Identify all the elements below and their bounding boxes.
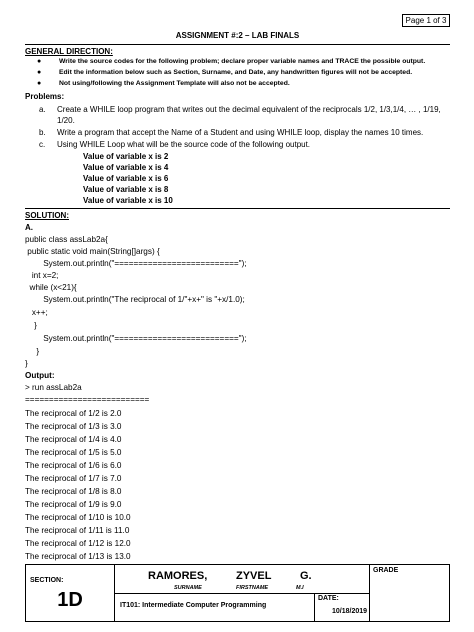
- problem-a-text-continued: 1/20.: [57, 116, 75, 125]
- student-info-box: [25, 564, 450, 622]
- code-line: while (x<21){: [25, 283, 77, 292]
- output-line: The reciprocal of 1/10 is 10.0: [25, 513, 131, 522]
- code-line: }: [25, 321, 37, 330]
- code-line: System.out.println("==========================");: [25, 334, 247, 343]
- expected-output-line: Value of variable x is 2: [83, 152, 169, 161]
- output-heading: Output:: [25, 371, 55, 380]
- code-line: }: [25, 359, 28, 368]
- divider: [25, 208, 450, 209]
- document-title: ASSIGNMENT #:2 – LAB FINALS: [175, 31, 300, 40]
- output-line: The reciprocal of 1/11 is 11.0: [25, 526, 130, 535]
- bullet-icon: ●: [37, 58, 42, 65]
- grade-label: GRADE: [373, 567, 399, 574]
- direction-item: Not using/following the Assignment Template will also not be accepted.: [59, 80, 290, 87]
- mi-caption: M.I: [296, 585, 304, 591]
- code-line: int x=2;: [25, 271, 59, 280]
- problems-heading: Problems:: [25, 92, 65, 101]
- surname-caption: SURNAME: [174, 585, 202, 591]
- output-line: The reciprocal of 1/4 is 4.0: [25, 435, 122, 444]
- code-line: public class assLab2a{: [25, 235, 108, 244]
- expected-output-line: Value of variable x is 8: [83, 185, 169, 194]
- firstname-caption: FIRSTNAME: [236, 585, 269, 591]
- solution-label: A.: [25, 223, 33, 232]
- expected-output-line: Value of variable x is 10: [83, 196, 173, 205]
- surname: RAMORES,: [148, 570, 208, 582]
- output-line: The reciprocal of 1/2 is 2.0: [25, 409, 122, 418]
- output-line: > run assLab2a: [25, 383, 82, 392]
- firstname: ZYVEL: [236, 570, 272, 582]
- output-line: The reciprocal of 1/13 is 13.0: [25, 552, 131, 561]
- problem-c-text: Using WHILE Loop what will be the source code of the following output.: [57, 140, 311, 149]
- problem-a-marker: a.: [39, 105, 46, 114]
- bullet-icon: ●: [37, 80, 42, 87]
- section-value: 1D: [57, 589, 83, 611]
- output-line: The reciprocal of 1/6 is 6.0: [25, 461, 122, 470]
- direction-item: Write the source codes for the following problem; declare proper variable names and TRACE the possible output.: [59, 58, 426, 65]
- code-line: System.out.println("==========================");: [25, 259, 247, 268]
- output-line: The reciprocal of 1/9 is 9.0: [25, 500, 122, 509]
- output-line: The reciprocal of 1/7 is 7.0: [25, 474, 122, 483]
- output-line: ==========================: [25, 395, 150, 404]
- divider: [25, 44, 450, 45]
- output-line: The reciprocal of 1/3 is 3.0: [25, 422, 122, 431]
- problem-b-marker: b.: [39, 128, 46, 137]
- problem-c-marker: c.: [39, 140, 46, 149]
- expected-output-line: Value of variable x is 4: [83, 163, 169, 172]
- direction-item: Edit the information below such as Section, Surname, and Date, any handwritten figures will not be accepted.: [59, 69, 413, 76]
- code-line: }: [25, 347, 40, 356]
- problem-a-text: Create a WHILE loop program that writes out the decimal equivalent of the reciprocals 1/2, 1/3,1/4, … , 1/19,: [57, 105, 441, 114]
- solution-heading: SOLUTION:: [25, 211, 69, 220]
- general-direction-heading: GENERAL DIRECTION:: [25, 47, 113, 56]
- page-number: Page 1 of 3: [402, 14, 450, 27]
- code-line: System.out.println("The reciprocal of 1/"+x+" is "+x/1.0);: [25, 295, 245, 304]
- output-line: The reciprocal of 1/8 is 8.0: [25, 487, 122, 496]
- output-line: The reciprocal of 1/12 is 12.0: [25, 539, 131, 548]
- bullet-icon: ●: [37, 69, 42, 76]
- output-line: The reciprocal of 1/5 is 5.0: [25, 448, 122, 457]
- problem-b-text: Write a program that accept the Name of a Student and using WHILE loop, display the names 10 times.: [57, 128, 424, 137]
- middle-initial: G.: [300, 570, 312, 582]
- section-label: SECTION:: [30, 577, 64, 584]
- code-line: public static void main(String[]args) {: [25, 247, 160, 256]
- document-page: [25, 14, 450, 622]
- date-label: DATE:: [318, 595, 339, 602]
- expected-output-line: Value of variable x is 6: [83, 174, 169, 183]
- course-name: IT101: Intermediate Computer Programming: [120, 602, 267, 609]
- code-line: x++;: [25, 308, 48, 317]
- date-value: 10/18/2019: [332, 608, 368, 615]
